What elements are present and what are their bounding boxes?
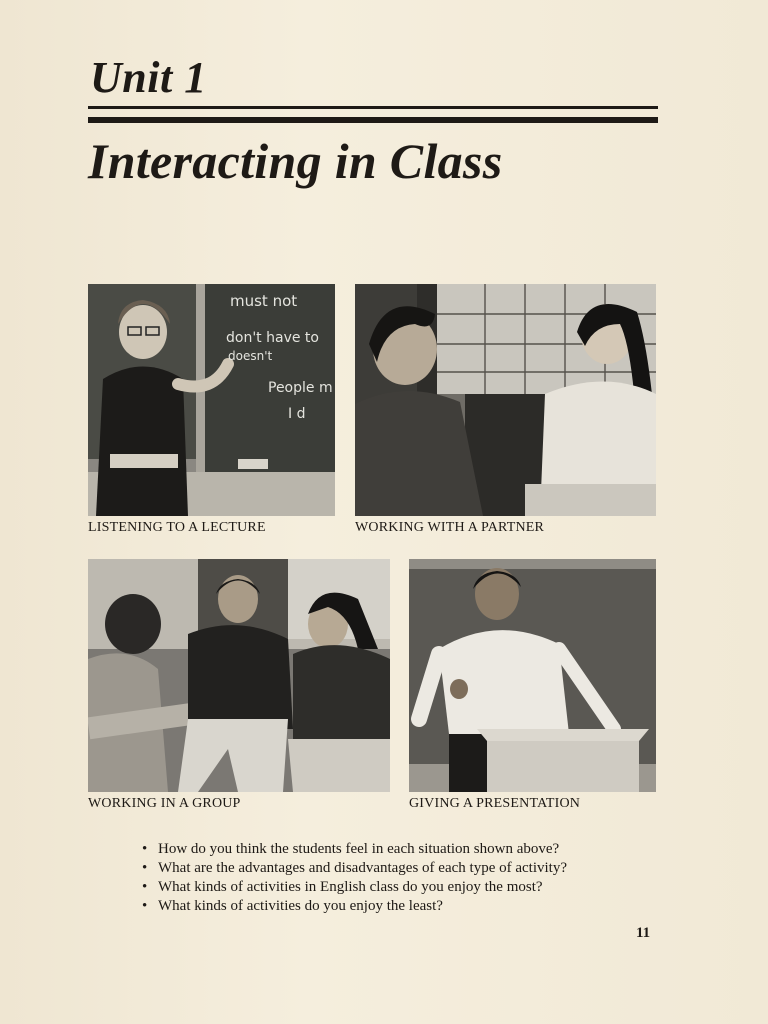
caption-group: WORKING IN A GROUP	[88, 796, 241, 811]
discussion-questions	[142, 840, 567, 916]
board-text-line-2: don't have to	[226, 330, 319, 346]
caption-lecture: LISTENING TO A LECTURE	[88, 520, 266, 535]
photo-lecture	[88, 284, 335, 516]
header-rule-thick	[88, 117, 658, 123]
board-text-line-1: must not	[230, 292, 298, 310]
question-item: • What kinds of activities do you enjoy the least?	[142, 897, 567, 916]
photo-presentation	[409, 559, 656, 792]
board-text-line-3: doesn't	[228, 349, 273, 363]
page-number: 11	[636, 925, 651, 941]
header-rule-thin	[88, 106, 658, 109]
board-text-line-4: People m	[268, 380, 333, 396]
board-text-line-5: I d	[288, 406, 306, 422]
question-item: • What kinds of activities in English class do you enjoy the most?	[142, 878, 567, 897]
question-item: • How do you think the students feel in each situation shown above?	[142, 840, 567, 859]
unit-label: Unit 1	[90, 53, 207, 102]
caption-presentation: GIVING A PRESENTATION	[409, 796, 581, 811]
caption-partner: WORKING WITH A PARTNER	[355, 520, 545, 535]
unit-title: Interacting in Class	[88, 133, 503, 189]
photo-partner	[355, 284, 656, 516]
question-item: • What are the advantages and disadvantages of each type of activity?	[142, 859, 567, 878]
photo-group	[88, 559, 390, 792]
